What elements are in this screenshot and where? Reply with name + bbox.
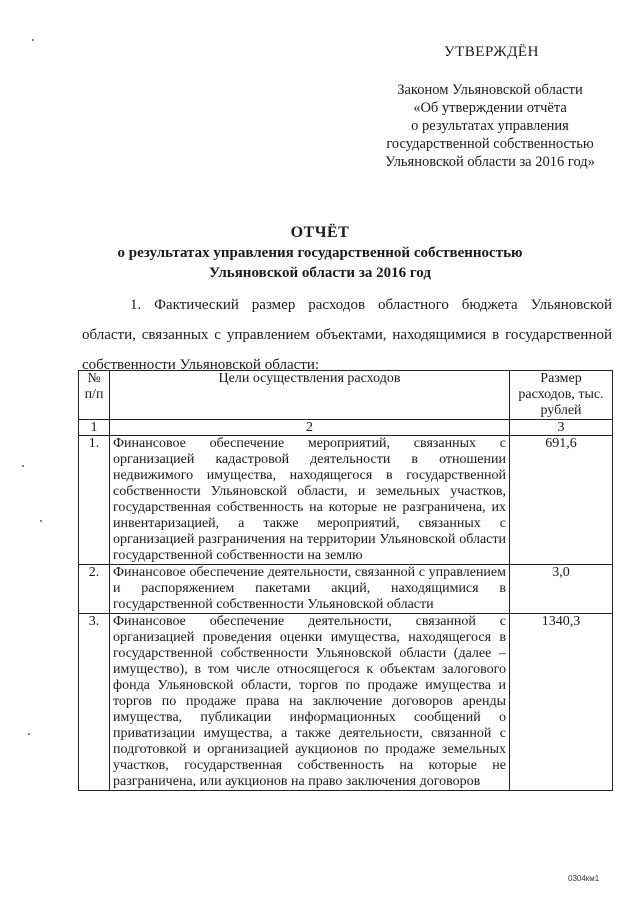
row-num: 2.: [79, 565, 110, 614]
index-cell: 2: [110, 420, 510, 436]
row-purpose: Финансовое обеспечение деятельности, связанной с управлением и распоряжением пакетами акций, находящимися в государственной собственности Ульяновской области: [110, 565, 510, 614]
report-subtitle-line1: о результатах управления государственной собственностью: [117, 245, 523, 261]
row-amount: 3,0: [510, 565, 613, 614]
approval-title: УТВЕРЖДЁН: [444, 44, 539, 60]
approval-lines: [360, 81, 620, 171]
scan-speck: [28, 733, 30, 735]
row-amount: 1340,3: [510, 614, 613, 791]
document-code: 0304км1: [568, 874, 600, 883]
table-row: [79, 565, 613, 614]
index-cell: 3: [510, 420, 613, 436]
approval-line: о результатах управления: [411, 118, 569, 134]
header-purpose: Цели осуществления расходов: [110, 371, 510, 420]
report-title-block: [100, 223, 540, 283]
row-num: 3.: [79, 614, 110, 791]
approval-block: [360, 44, 620, 171]
report-title: ОТЧЁТ: [290, 224, 350, 241]
intro-paragraph: 1. Фактический размер расходов областного бюджета Ульяновской области, связанных с управлением объектами, находящимися в государственной собственности Ульяновской области:: [82, 297, 612, 373]
approval-line: Законом Ульяновской области: [397, 82, 583, 98]
expenses-table: [78, 370, 613, 791]
index-cell: 1: [79, 420, 110, 436]
table-index-row: [79, 420, 613, 436]
table-row: [79, 436, 613, 565]
row-num: 1.: [79, 436, 110, 565]
row-purpose: Финансовое обеспечение деятельности, связанной с организацией проведения оценки имущества, находящегося в государственной собственности Ульяновской области (далее – имущество), в том числе относящегося к объектам залогового фонда Ульяновской области, торгов по продаже имущества и торгов по продаже права на заключение договоров аренды имущества, публикации информационных сообщений о приватизации имущества, а также деятельности, связанной с подготовкой и организацией аукционов по продаже земельных участков, государственная собственность на которые не разграничена, или аукционов на право заключения договоров: [110, 614, 510, 791]
row-purpose: Финансовое обеспечение мероприятий, связанных с организацией кадастровой деятельности в отношении недвижимого имущества, находящегося в государственной собственности Ульяновской области, и земельных участков, государственная собственность на которые не разграничена, их инвентаризацией, а также мероприятий, связанных с организацией разграничения на территории Ульяновской области государственной собственности на землю: [110, 436, 510, 565]
header-amount: Размер расходов, тыс. рублей: [510, 371, 613, 420]
scan-speck: [22, 465, 24, 467]
table-row: [79, 614, 613, 791]
scan-speck: [32, 39, 34, 41]
report-subtitle-line2: Ульяновской области за 2016 год: [209, 265, 431, 281]
scan-speck: [40, 520, 42, 522]
row-amount: 691,6: [510, 436, 613, 565]
approval-line: Ульяновской области за 2016 год»: [385, 154, 595, 170]
approval-line: государственной собственностью: [386, 136, 594, 152]
table-header-row: [79, 371, 613, 420]
header-num: № п/п: [79, 371, 110, 420]
approval-line: «Об утверждении отчёта: [413, 100, 567, 116]
